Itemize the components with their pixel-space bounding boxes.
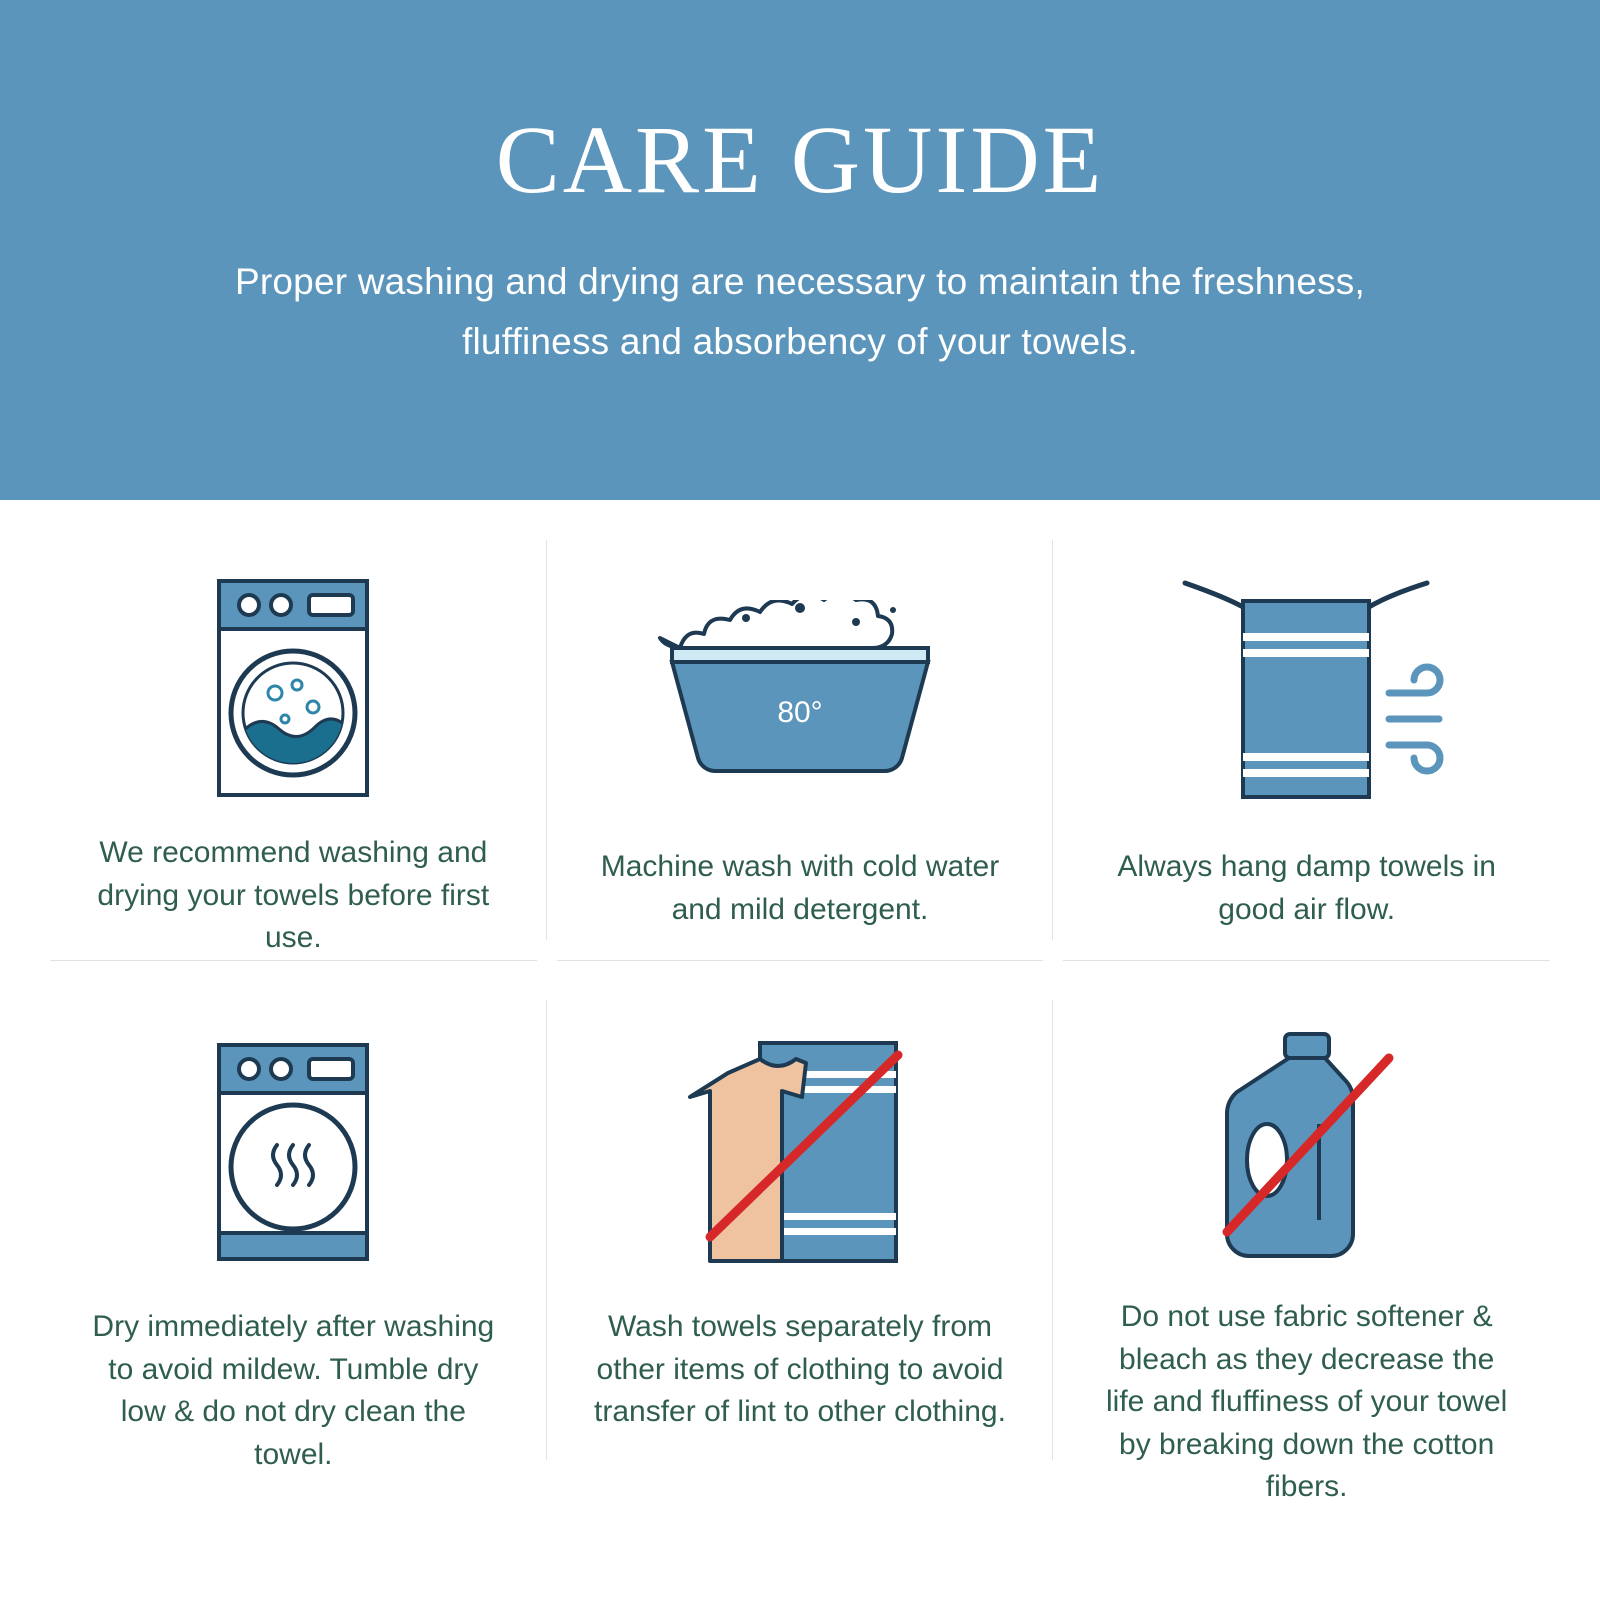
care-card-caption: Machine wash with cold water and mild detergent. xyxy=(600,850,1000,926)
wash-basin-foam-icon xyxy=(650,570,950,820)
washing-machine-water-icon xyxy=(193,570,393,806)
care-card-no-softener xyxy=(1053,960,1560,1504)
shirt-and-towel-crossed-icon xyxy=(650,1032,950,1272)
care-card-machine-wash xyxy=(547,500,1054,960)
wash-temperature-label: 80° xyxy=(777,696,823,729)
care-card-tumble-dry xyxy=(40,960,547,1480)
care-card-wash-separately xyxy=(547,960,1054,1480)
care-card-caption: Wash towels separately from other items of clothing to avoid transfer of lint to other clothing. xyxy=(594,1310,1006,1429)
hanging-towel-airflow-icon xyxy=(1157,570,1457,820)
header-subtitle: Proper washing and drying are necessary to maintain the freshness, fluffiness and absorbency of your towels. xyxy=(235,261,1365,362)
care-card-caption: Always hang damp towels in good air flow. xyxy=(1117,850,1496,926)
care-card-caption: Do not use fabric softener & bleach as they decrease the life and fluffiness of your towel by breaking down the cotton fibers. xyxy=(1105,1300,1508,1504)
care-card-caption: Dry immediately after washing to avoid mildew. Tumble dry low & do not dry clean the towel. xyxy=(92,1310,495,1471)
page-title: CARE GUIDE xyxy=(495,106,1105,213)
fabric-softener-bottle-crossed-icon xyxy=(1157,1032,1457,1262)
care-instructions-grid xyxy=(0,500,1600,1504)
care-card-caption: We recommend washing and drying your towels before first use. xyxy=(97,836,490,955)
care-card-hang-dry xyxy=(1053,500,1560,960)
care-card-washing-machine xyxy=(40,500,547,960)
header-banner xyxy=(0,0,1600,500)
tumble-dryer-heat-icon xyxy=(193,1032,393,1272)
